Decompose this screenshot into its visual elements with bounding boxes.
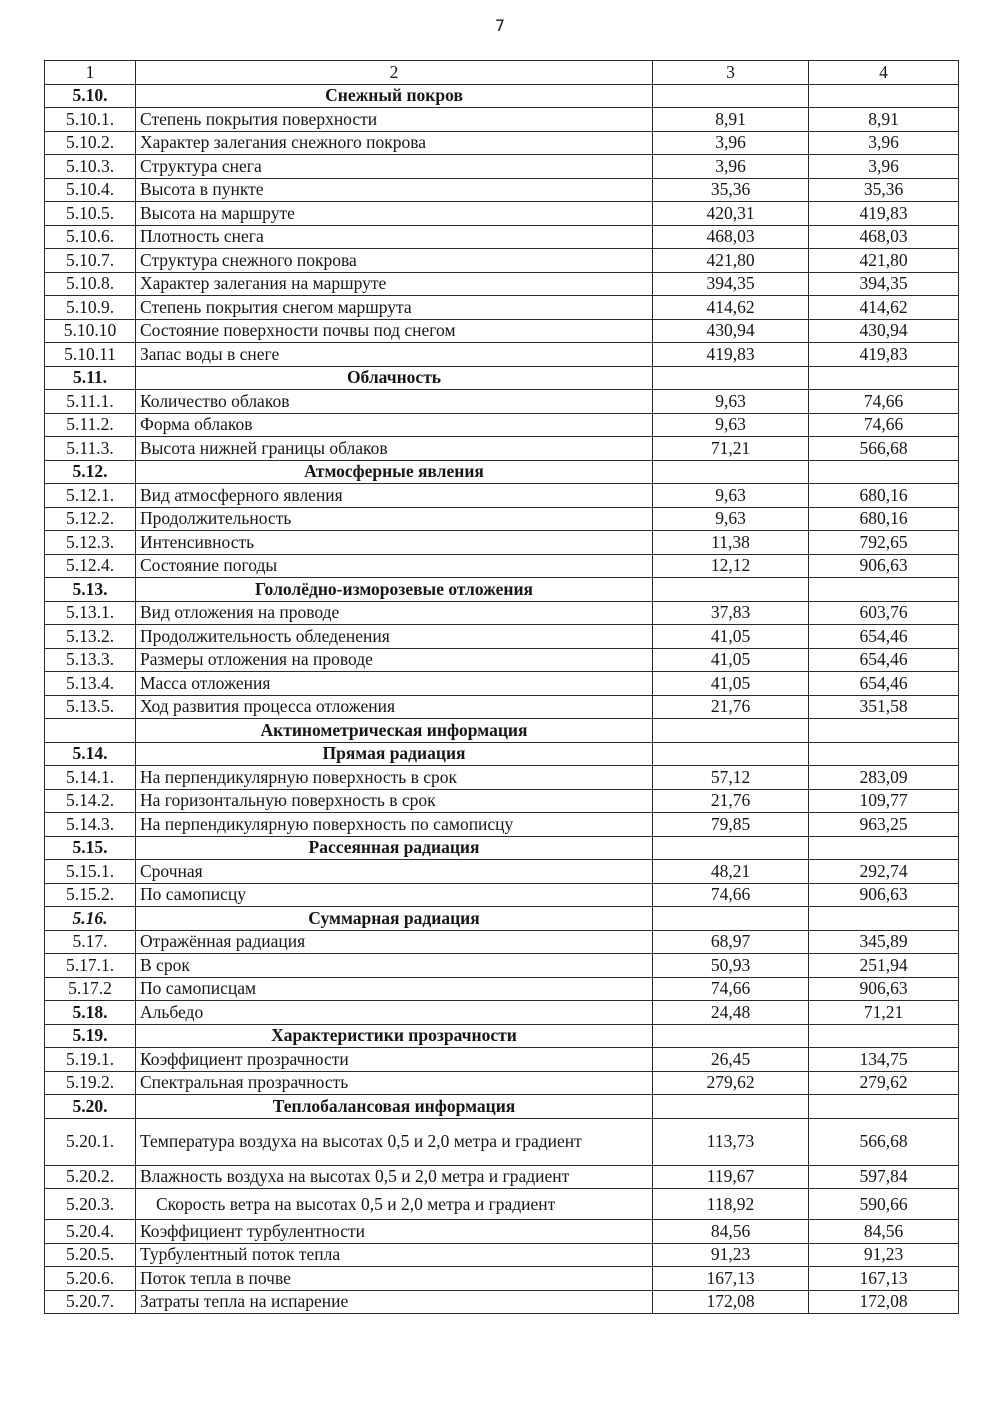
table-row: [45, 1118, 959, 1165]
row-value-col4: 251,94: [809, 954, 959, 978]
section-number: [45, 719, 136, 743]
section-empty-3: [653, 742, 809, 766]
row-number: 5.10.8.: [45, 272, 136, 296]
row-description: Количество облаков: [136, 390, 653, 414]
row-value-col3: 48,21: [653, 860, 809, 884]
table-row: [45, 531, 959, 555]
table-row: [45, 1290, 959, 1314]
row-number: 5.17.2: [45, 977, 136, 1001]
section-number: 5.10.: [45, 84, 136, 108]
row-description: Срочная: [136, 860, 653, 884]
section-empty-4: [809, 578, 959, 602]
table-row: [45, 601, 959, 625]
row-value-col3: 11,38: [653, 531, 809, 555]
row-value-col4: 3,96: [809, 155, 959, 179]
table-row: [45, 1189, 959, 1220]
row-description: Степень покрытия поверхности: [136, 108, 653, 132]
row-description: Турбулентный поток тепла: [136, 1243, 653, 1267]
section-empty-4: [809, 366, 959, 390]
row-description: Затраты тепла на испарение: [136, 1290, 653, 1314]
table-row: [45, 390, 959, 414]
page-number: 7: [494, 16, 506, 35]
row-number: 5.10.5.: [45, 202, 136, 226]
row-value-col3: 119,67: [653, 1165, 809, 1189]
row-value-col3: 74,66: [653, 883, 809, 907]
data-table: [44, 60, 959, 1314]
table-row: [45, 554, 959, 578]
row-value-col3: 57,12: [653, 766, 809, 790]
row-value-col3: 167,13: [653, 1267, 809, 1291]
section-row: [45, 366, 959, 390]
table-row: [45, 813, 959, 837]
row-value-col3: 113,73: [653, 1118, 809, 1165]
row-number: 5.15.2.: [45, 883, 136, 907]
row-description: Размеры отложения на проводе: [136, 648, 653, 672]
row-value-col4: 566,68: [809, 1118, 959, 1165]
row-description: Структура снежного покрова: [136, 249, 653, 273]
section-empty-3: [653, 1095, 809, 1119]
row-number: 5.14.2.: [45, 789, 136, 813]
section-empty-4: [809, 836, 959, 860]
row-value-col3: 9,63: [653, 390, 809, 414]
row-description: Запас воды в снеге: [136, 343, 653, 367]
row-number: 5.20.3.: [45, 1189, 136, 1220]
section-number: 5.20.: [45, 1095, 136, 1119]
section-empty-4: [809, 742, 959, 766]
row-number: 5.10.2.: [45, 131, 136, 155]
row-value-col3: 71,21: [653, 437, 809, 461]
row-number: 5.10.9.: [45, 296, 136, 320]
row-description: На перпендикулярную поверхность в срок: [136, 766, 653, 790]
row-description: Высота в пункте: [136, 178, 653, 202]
row-value-col4: 430,94: [809, 319, 959, 343]
row-description: Продолжительность: [136, 507, 653, 531]
row-value-col4: 394,35: [809, 272, 959, 296]
section-number: 5.16.: [45, 907, 136, 931]
section-empty-4: [809, 907, 959, 931]
table-row: [45, 319, 959, 343]
row-value-col4: 906,63: [809, 977, 959, 1001]
row-description: Продолжительность обледенения: [136, 625, 653, 649]
row-description: По самописцам: [136, 977, 653, 1001]
section-row: [45, 742, 959, 766]
row-value-col3: 9,63: [653, 484, 809, 508]
row-value-col4: 566,68: [809, 437, 959, 461]
row-value-col4: 91,23: [809, 1243, 959, 1267]
row-number: 5.12.2.: [45, 507, 136, 531]
table-row: [45, 766, 959, 790]
row-number: 5.10.3.: [45, 155, 136, 179]
row-value-col4: 597,84: [809, 1165, 959, 1189]
table-row: [45, 1001, 959, 1025]
table-row: [45, 789, 959, 813]
row-value-col4: 134,75: [809, 1048, 959, 1072]
table-row: [45, 413, 959, 437]
row-value-col4: 654,46: [809, 648, 959, 672]
row-description: Коэффициент турбулентности: [136, 1220, 653, 1244]
row-value-col3: 9,63: [653, 507, 809, 531]
row-value-col4: 84,56: [809, 1220, 959, 1244]
row-value-col3: 21,76: [653, 789, 809, 813]
table-row: [45, 131, 959, 155]
section-empty-3: [653, 1024, 809, 1048]
row-value-col3: 420,31: [653, 202, 809, 226]
row-number: 5.20.6.: [45, 1267, 136, 1291]
section-title: Характеристики прозрачности: [136, 1024, 653, 1048]
section-empty-3: [653, 836, 809, 860]
row-number: 5.10.4.: [45, 178, 136, 202]
row-description: Спектральная прозрачность: [136, 1071, 653, 1095]
row-number: 5.10.10: [45, 319, 136, 343]
section-title: Снежный покров: [136, 84, 653, 108]
row-value-col4: 419,83: [809, 202, 959, 226]
section-empty-3: [653, 84, 809, 108]
table-row: [45, 202, 959, 226]
section-title: Гололёдно-изморозевые отложения: [136, 578, 653, 602]
row-value-col4: 654,46: [809, 672, 959, 696]
table-row: [45, 1267, 959, 1291]
row-value-col3: 68,97: [653, 930, 809, 954]
row-value-col4: 468,03: [809, 225, 959, 249]
row-value-col4: 351,58: [809, 695, 959, 719]
header-col-3: 3: [653, 61, 809, 85]
section-title: Рассеянная радиация: [136, 836, 653, 860]
table-row: [45, 695, 959, 719]
table-row: [45, 954, 959, 978]
row-description: Коэффициент прозрачности: [136, 1048, 653, 1072]
row-number: 5.10.11: [45, 343, 136, 367]
row-value-col4: 74,66: [809, 413, 959, 437]
section-title: Актинометрическая информация: [136, 719, 653, 743]
table-row: [45, 343, 959, 367]
row-value-col4: 35,36: [809, 178, 959, 202]
row-value-col3: 419,83: [653, 343, 809, 367]
row-value-col4: 963,25: [809, 813, 959, 837]
table-row: [45, 1165, 959, 1189]
row-value-col3: 74,66: [653, 977, 809, 1001]
section-number: 5.11.: [45, 366, 136, 390]
row-value-col4: 172,08: [809, 1290, 959, 1314]
row-description: Плотность снега: [136, 225, 653, 249]
row-value-col4: 279,62: [809, 1071, 959, 1095]
row-description: Поток тепла в почве: [136, 1267, 653, 1291]
table-row: [45, 272, 959, 296]
row-value-col3: 3,96: [653, 131, 809, 155]
section-row: [45, 460, 959, 484]
table-row: [45, 437, 959, 461]
row-value-col3: 24,48: [653, 1001, 809, 1025]
row-description: Состояние погоды: [136, 554, 653, 578]
section-row: [45, 907, 959, 931]
row-number: 5.11.2.: [45, 413, 136, 437]
table-row: [45, 977, 959, 1001]
row-description: Характер залегания на маршруте: [136, 272, 653, 296]
row-number: 5.13.5.: [45, 695, 136, 719]
header-col-2: 2: [136, 61, 653, 85]
section-empty-4: [809, 719, 959, 743]
section-empty-3: [653, 578, 809, 602]
row-value-col3: 118,92: [653, 1189, 809, 1220]
table-row: [45, 1220, 959, 1244]
row-description: Температура воздуха на высотах 0,5 и 2,0 метра и градиент: [136, 1118, 653, 1165]
section-row: [45, 719, 959, 743]
table-row: [45, 249, 959, 273]
section-title: Атмосферные явления: [136, 460, 653, 484]
section-row: [45, 1024, 959, 1048]
section-number: 5.19.: [45, 1024, 136, 1048]
row-value-col4: 906,63: [809, 554, 959, 578]
table-row: [45, 507, 959, 531]
row-number: 5.11.1.: [45, 390, 136, 414]
row-number: 5.13.1.: [45, 601, 136, 625]
section-empty-3: [653, 907, 809, 931]
row-value-col3: 21,76: [653, 695, 809, 719]
row-value-col4: 680,16: [809, 507, 959, 531]
row-description: Степень покрытия снегом маршрута: [136, 296, 653, 320]
row-value-col3: 37,83: [653, 601, 809, 625]
row-description: Состояние поверхности почвы под снегом: [136, 319, 653, 343]
section-row: [45, 84, 959, 108]
row-value-col3: 41,05: [653, 625, 809, 649]
section-row: [45, 836, 959, 860]
row-number: 5.14.1.: [45, 766, 136, 790]
row-value-col4: 603,76: [809, 601, 959, 625]
section-empty-4: [809, 460, 959, 484]
section-title: Прямая радиация: [136, 742, 653, 766]
section-empty-4: [809, 84, 959, 108]
row-number: 5.12.4.: [45, 554, 136, 578]
row-number: 5.19.2.: [45, 1071, 136, 1095]
row-number: 5.12.3.: [45, 531, 136, 555]
table-row: [45, 484, 959, 508]
row-value-col4: 421,80: [809, 249, 959, 273]
table-row: [45, 860, 959, 884]
row-value-col4: 8,91: [809, 108, 959, 132]
table-row: [45, 930, 959, 954]
row-description: На перпендикулярную поверхность по самописцу: [136, 813, 653, 837]
header-row: [45, 61, 959, 85]
table-row: [45, 648, 959, 672]
row-number: 5.13.2.: [45, 625, 136, 649]
row-description: Высота на маршруте: [136, 202, 653, 226]
row-value-col3: 41,05: [653, 672, 809, 696]
row-number: 5.19.1.: [45, 1048, 136, 1072]
row-number: 5.10.6.: [45, 225, 136, 249]
row-value-col4: 906,63: [809, 883, 959, 907]
row-number: 5.17.1.: [45, 954, 136, 978]
row-description: Характер залегания снежного покрова: [136, 131, 653, 155]
row-number: 5.20.4.: [45, 1220, 136, 1244]
row-value-col4: 345,89: [809, 930, 959, 954]
row-description: Структура снега: [136, 155, 653, 179]
section-number: 5.15.: [45, 836, 136, 860]
row-description: Ход развития процесса отложения: [136, 695, 653, 719]
row-value-col4: 167,13: [809, 1267, 959, 1291]
row-value-col3: 26,45: [653, 1048, 809, 1072]
row-value-col4: 292,74: [809, 860, 959, 884]
row-description: Масса отложения: [136, 672, 653, 696]
row-description: Форма облаков: [136, 413, 653, 437]
section-empty-4: [809, 1024, 959, 1048]
row-number: 5.10.7.: [45, 249, 136, 273]
section-row: [45, 1095, 959, 1119]
table-row: [45, 883, 959, 907]
table-row: [45, 1048, 959, 1072]
row-value-col3: 421,80: [653, 249, 809, 273]
section-number: 5.12.: [45, 460, 136, 484]
row-number: 5.12.1.: [45, 484, 136, 508]
row-value-col3: 41,05: [653, 648, 809, 672]
row-description: Вид атмосферного явления: [136, 484, 653, 508]
row-number: 5.20.5.: [45, 1243, 136, 1267]
row-number: 5.20.7.: [45, 1290, 136, 1314]
section-number: 5.14.: [45, 742, 136, 766]
row-value-col4: 74,66: [809, 390, 959, 414]
row-description: Высота нижней границы облаков: [136, 437, 653, 461]
section-empty-3: [653, 719, 809, 743]
row-number: 5.17.: [45, 930, 136, 954]
row-value-col3: 79,85: [653, 813, 809, 837]
row-number: 5.13.4.: [45, 672, 136, 696]
row-value-col3: 12,12: [653, 554, 809, 578]
section-number: 5.13.: [45, 578, 136, 602]
row-number: 5.18.: [45, 1001, 136, 1025]
row-number: 5.11.3.: [45, 437, 136, 461]
table-row: [45, 296, 959, 320]
row-number: 5.20.2.: [45, 1165, 136, 1189]
row-value-col3: 8,91: [653, 108, 809, 132]
row-description: Альбедо: [136, 1001, 653, 1025]
table-row: [45, 108, 959, 132]
row-value-col3: 430,94: [653, 319, 809, 343]
row-value-col3: 35,36: [653, 178, 809, 202]
table-row: [45, 625, 959, 649]
row-number: 5.10.1.: [45, 108, 136, 132]
row-description: На горизонтальную поверхность в срок: [136, 789, 653, 813]
table-row: [45, 178, 959, 202]
row-value-col3: 84,56: [653, 1220, 809, 1244]
table-row: [45, 1243, 959, 1267]
row-value-col3: 50,93: [653, 954, 809, 978]
row-value-col4: 109,77: [809, 789, 959, 813]
section-empty-3: [653, 366, 809, 390]
section-row: [45, 578, 959, 602]
row-value-col3: 172,08: [653, 1290, 809, 1314]
row-number: 5.20.1.: [45, 1118, 136, 1165]
row-description: Вид отложения на проводе: [136, 601, 653, 625]
row-value-col4: 590,66: [809, 1189, 959, 1220]
row-value-col3: 9,63: [653, 413, 809, 437]
table-row: [45, 672, 959, 696]
section-empty-4: [809, 1095, 959, 1119]
row-value-col4: 419,83: [809, 343, 959, 367]
table-row: [45, 225, 959, 249]
row-value-col3: 3,96: [653, 155, 809, 179]
row-value-col4: 792,65: [809, 531, 959, 555]
header-col-4: 4: [809, 61, 959, 85]
row-value-col4: 680,16: [809, 484, 959, 508]
row-description: По самописцу: [136, 883, 653, 907]
section-title: Облачность: [136, 366, 653, 390]
row-value-col3: 468,03: [653, 225, 809, 249]
row-number: 5.13.3.: [45, 648, 136, 672]
row-value-col4: 654,46: [809, 625, 959, 649]
table-row: [45, 1071, 959, 1095]
row-value-col3: 414,62: [653, 296, 809, 320]
header-col-1: 1: [45, 61, 136, 85]
row-value-col3: 91,23: [653, 1243, 809, 1267]
table-row: [45, 155, 959, 179]
row-value-col4: 71,21: [809, 1001, 959, 1025]
row-value-col3: 279,62: [653, 1071, 809, 1095]
row-description: Скорость ветра на высотах 0,5 и 2,0 метра и градиент: [136, 1189, 653, 1220]
row-number: 5.14.3.: [45, 813, 136, 837]
row-description: Отражённая радиация: [136, 930, 653, 954]
row-value-col3: 394,35: [653, 272, 809, 296]
section-title: Суммарная радиация: [136, 907, 653, 931]
row-value-col4: 414,62: [809, 296, 959, 320]
section-empty-3: [653, 460, 809, 484]
row-number: 5.15.1.: [45, 860, 136, 884]
row-description: Интенсивность: [136, 531, 653, 555]
row-description: Влажность воздуха на высотах 0,5 и 2,0 метра и градиент: [136, 1165, 653, 1189]
row-description: В срок: [136, 954, 653, 978]
section-title: Теплобалансовая информация: [136, 1095, 653, 1119]
row-value-col4: 3,96: [809, 131, 959, 155]
row-value-col4: 283,09: [809, 766, 959, 790]
